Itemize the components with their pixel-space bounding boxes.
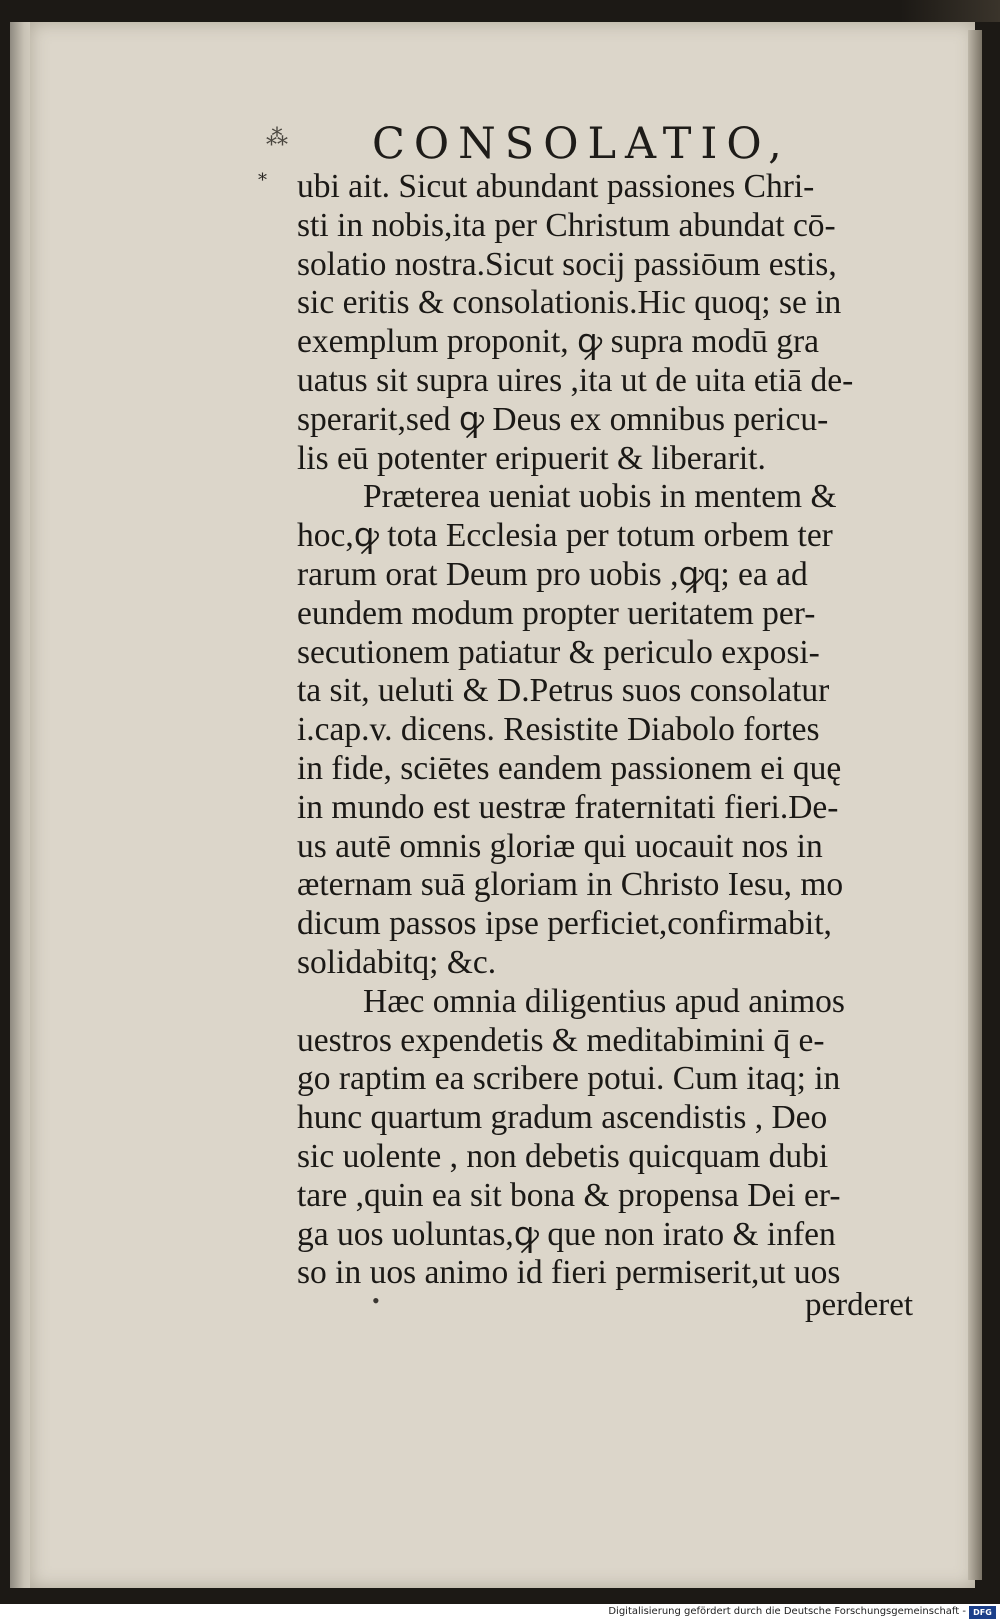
text-line: in fide, sciētes eandem passionem ei quę: [297, 749, 842, 787]
funding-credit: Digitalisierung gefördert durch die Deutsche Forschungsgemeinschaft -: [608, 1606, 966, 1617]
text-line: sic eritis & consolationis.Hic quoq; se in: [297, 284, 842, 322]
text-line: sic uolente , non debetis quicquam dubi: [297, 1137, 829, 1175]
text-line: ga uos uoluntas,ꝙ que non irato & infen: [297, 1215, 836, 1253]
text-line: ubi ait. Sicut abundant passiones Chri-: [297, 168, 815, 205]
text-line: secutionem patiatur & periculo exposi-: [297, 633, 820, 671]
text-line: i.cap.v. dicens. Resistite Diabolo fortes: [297, 711, 820, 749]
text-line: æternam suā gloriam in Christo Iesu, mo: [297, 866, 844, 904]
text-line: sti in nobis,ita per Christum abundat cō-: [297, 206, 836, 244]
margin-star: *: [258, 170, 267, 191]
text-line: exemplum proponit, ꝙ supra modū gra: [297, 323, 819, 361]
dfg-logo-icon: DFG: [969, 1606, 996, 1619]
text-line: dicum passos ipse perficiet,confirmabit,: [297, 905, 832, 943]
body-text: [297, 168, 947, 1293]
text-line: uestros expendetis & meditabimini q̄ e-: [297, 1021, 825, 1059]
text-line: solidabitq; &c.: [297, 943, 497, 981]
paragraph-start-line: Præterea ueniat uobis in mentem &: [363, 478, 837, 516]
text-line: in mundo est uestræ fraternitati fieri.De-: [297, 788, 839, 826]
ornament-glyph: ⁂: [266, 126, 288, 151]
text-line: so in uos animo id fieri permiserit,ut uos: [297, 1254, 841, 1292]
running-head: CONSOLATIO,: [372, 119, 791, 169]
text-line: hunc quartum gradum ascendistis , Deo: [297, 1099, 828, 1137]
text-line: go raptim ea scribere potui. Cum itaq; in: [297, 1060, 841, 1098]
footer-bar: [0, 1604, 1000, 1621]
text-line: ta sit, ueluti & D.Petrus suos consolatur: [297, 672, 830, 710]
catchword: perderet: [805, 1287, 914, 1323]
text-line: lis eū potenter eripuerit & liberarit.: [297, 439, 766, 477]
text-line: uatus sit supra uires ,ita ut de uita etiā de-: [297, 361, 854, 399]
scan-corner: [900, 0, 1000, 22]
text-line: us autē omnis gloriæ qui uocauit nos in: [297, 827, 823, 865]
text-line: hoc,ꝙ tota Ecclesia per totum orbem ter: [297, 517, 833, 555]
text-line: solatio nostra.Sicut socij passiōum estis,: [297, 245, 837, 283]
text-line: sperarit,sed ꝙ Deus ex omnibus pericu-: [297, 400, 829, 438]
text-line: eundem modum propter ueritatem per-: [297, 594, 816, 632]
signature-mark: •: [372, 1288, 380, 1313]
page-edge-right: [968, 30, 982, 1580]
paragraph-start-line: Hæc omnia diligentius apud animos: [363, 982, 845, 1020]
text-line: tare ,quin ea sit bona & propensa Dei er-: [297, 1176, 841, 1214]
text-line: rarum orat Deum pro uobis ,ꝙq; ea ad: [297, 555, 808, 593]
